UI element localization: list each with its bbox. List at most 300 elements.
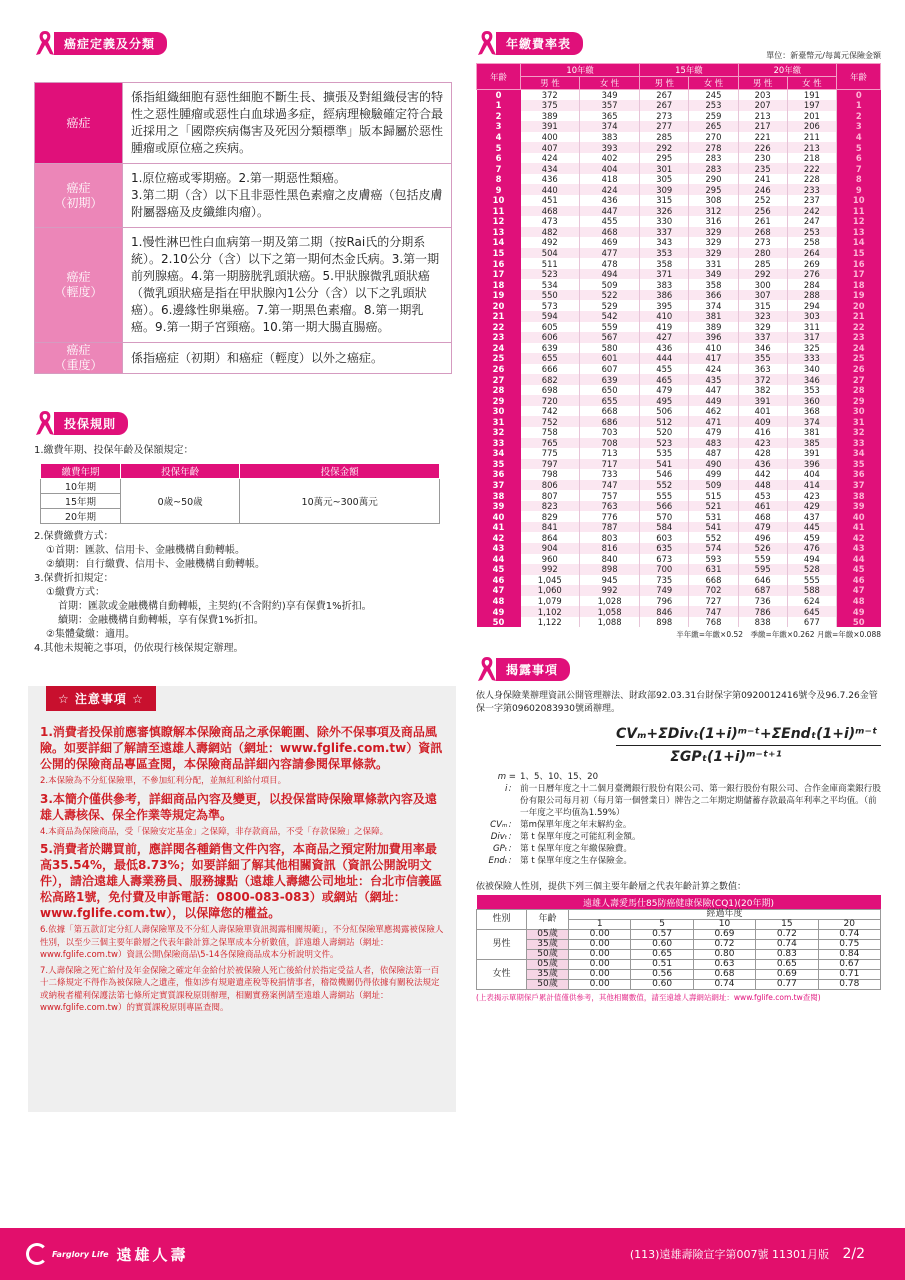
age-cell: 40 — [837, 511, 881, 522]
rate-cell: 323 — [738, 311, 787, 322]
rate-cell: 703 — [579, 427, 639, 438]
rule-line: 首期：匯款或金融機構自動轉帳，主契約(不含附約)享有保費1%折扣。 — [58, 601, 372, 612]
rate-row — [477, 300, 881, 311]
rate-cell: 256 — [738, 206, 787, 217]
notice-box — [28, 686, 456, 1112]
rate-cell: 477 — [579, 248, 639, 259]
rate-cell: 372 — [521, 90, 580, 101]
age-cell: 22 — [477, 322, 521, 333]
rate-cell: 393 — [579, 142, 639, 153]
disclosure-title: 揭露事項 — [496, 658, 570, 681]
rate-cell: 435 — [689, 374, 738, 385]
age-cell: 47 — [477, 585, 521, 596]
age-cell: 35 — [477, 459, 521, 470]
rate-cell: 283 — [689, 163, 738, 174]
rate-cell: 280 — [738, 248, 787, 259]
rate-cell: 945 — [579, 575, 639, 586]
age-cell: 1 — [837, 100, 881, 111]
age-cell: 21 — [837, 311, 881, 322]
age-header-right: 年齡 — [837, 64, 881, 90]
formula-def-row — [476, 831, 881, 843]
rate-cell: 308 — [689, 195, 738, 206]
rate-cell: 360 — [787, 395, 836, 406]
rate-cell: 288 — [787, 290, 836, 301]
rate-cell: 436 — [738, 459, 787, 470]
age-cell: 0 — [477, 90, 521, 101]
gender-header: 男 性 — [640, 77, 689, 90]
rate-row — [477, 617, 881, 628]
cq-gender-cell: 男性 — [477, 929, 527, 959]
rate-cell: 645 — [787, 606, 836, 617]
rate-cell: 727 — [689, 596, 738, 607]
cq-row — [477, 939, 881, 949]
rules-header — [34, 410, 452, 436]
rate-row — [477, 184, 881, 195]
cq-gender-header: 性別 — [477, 909, 527, 929]
rate-cell: 213 — [787, 142, 836, 153]
rate-cell: 992 — [521, 564, 580, 575]
rate-cell: 295 — [640, 153, 689, 164]
rate-cell: 607 — [579, 364, 639, 375]
rate-cell: 253 — [689, 100, 738, 111]
age-cell: 39 — [837, 501, 881, 512]
age-cell: 0 — [837, 90, 881, 101]
rate-cell: 807 — [521, 490, 580, 501]
footer-code — [630, 1246, 865, 1262]
rate-cell: 473 — [521, 216, 580, 227]
cq-row — [477, 969, 881, 979]
age-cell: 3 — [477, 121, 521, 132]
rate-row — [477, 459, 881, 470]
rate-cell: 570 — [640, 511, 689, 522]
rate-cell: 381 — [689, 311, 738, 322]
cq-value-cell: 0.57 — [631, 929, 693, 939]
age-cell: 20 — [837, 300, 881, 311]
rate-cell: 325 — [787, 343, 836, 354]
rate-cell: 317 — [787, 332, 836, 343]
amount-range: 10萬元~300萬元 — [240, 479, 440, 524]
age-cell: 43 — [837, 543, 881, 554]
rate-row — [477, 606, 881, 617]
age-cell: 34 — [837, 448, 881, 459]
rate-cell: 221 — [738, 132, 787, 143]
rate-row — [477, 374, 881, 385]
rate-cell: 733 — [579, 469, 639, 480]
cq-age-cell: 50歲 — [527, 949, 569, 959]
rate-cell: 542 — [579, 311, 639, 322]
rate-cell: 218 — [787, 153, 836, 164]
cq-value-cell: 0.60 — [631, 939, 693, 949]
age-cell: 10 — [837, 195, 881, 206]
rate-cell: 448 — [738, 480, 787, 491]
rate-cell: 559 — [579, 322, 639, 333]
disclosure-section — [476, 656, 881, 1003]
rate-cell: 650 — [579, 385, 639, 396]
formula-def-row — [476, 771, 881, 783]
rate-cell: 383 — [579, 132, 639, 143]
rates-unit: 單位：新臺幣元/每萬元保險金額 — [766, 51, 881, 60]
age-cell: 48 — [477, 596, 521, 607]
cq-value-cell: 0.83 — [756, 949, 818, 959]
rule-line: ①繳費方式： — [46, 587, 105, 598]
rate-cell: 383 — [640, 279, 689, 290]
rate-cell: 423 — [787, 490, 836, 501]
age-cell: 8 — [837, 174, 881, 185]
rate-cell: 349 — [579, 90, 639, 101]
age-cell: 35 — [837, 459, 881, 470]
rate-cell: 445 — [787, 522, 836, 533]
rate-cell: 265 — [689, 121, 738, 132]
rate-cell: 494 — [787, 554, 836, 565]
rate-cell: 747 — [689, 606, 738, 617]
rate-cell: 404 — [579, 163, 639, 174]
rate-cell: 960 — [521, 554, 580, 565]
rate-row — [477, 121, 881, 132]
definition-row — [35, 164, 452, 228]
rate-cell: 197 — [787, 100, 836, 111]
cq-value-table — [476, 895, 881, 990]
age-cell: 44 — [477, 554, 521, 565]
rate-cell: 253 — [787, 227, 836, 238]
rate-cell: 418 — [579, 174, 639, 185]
rule-lines — [34, 530, 452, 656]
rate-cell: 211 — [787, 132, 836, 143]
rate-cell: 1,122 — [521, 617, 580, 628]
rate-row — [477, 206, 881, 217]
cq-value-cell: 0.00 — [569, 949, 631, 959]
rate-cell: 573 — [521, 300, 580, 311]
rate-cell: 506 — [640, 406, 689, 417]
rate-cell: 329 — [689, 248, 738, 259]
formula-def-row — [476, 855, 881, 867]
age-cell: 23 — [477, 332, 521, 343]
rate-cell: 268 — [738, 227, 787, 238]
rule-line: ②集體彙繳：適用。 — [46, 629, 135, 640]
formula-def-value: 第m保單年度之年末解約金。 — [520, 820, 632, 831]
rate-cell: 455 — [579, 216, 639, 227]
rate-cell: 449 — [689, 395, 738, 406]
formula-def-row — [476, 843, 881, 855]
age-cell: 10 — [477, 195, 521, 206]
rules-title: 投保規則 — [54, 412, 128, 435]
rate-cell: 787 — [579, 522, 639, 533]
rate-cell: 588 — [787, 585, 836, 596]
age-cell: 24 — [477, 343, 521, 354]
rate-cell: 479 — [640, 385, 689, 396]
rate-cell: 668 — [579, 406, 639, 417]
age-cell: 25 — [477, 353, 521, 364]
rate-cell: 267 — [640, 90, 689, 101]
rate-cell: 499 — [689, 469, 738, 480]
rate-cell: 346 — [738, 343, 787, 354]
rate-cell: 487 — [689, 448, 738, 459]
rate-cell: 409 — [738, 416, 787, 427]
rate-cell: 201 — [787, 111, 836, 122]
rate-cell: 552 — [689, 532, 738, 543]
rate-cell: 404 — [787, 469, 836, 480]
age-cell: 50 — [837, 617, 881, 628]
rate-cell: 580 — [579, 343, 639, 354]
rates-title: 年繳費率表 — [496, 32, 583, 55]
rate-cell: 459 — [787, 532, 836, 543]
premium-rate-table — [476, 63, 881, 627]
cq-year-cell: 1 — [569, 919, 631, 929]
rate-cell: 840 — [579, 554, 639, 565]
cq-year-cell: 15 — [756, 919, 818, 929]
rate-cell: 401 — [738, 406, 787, 417]
rules-table — [40, 463, 440, 524]
rate-cell: 278 — [689, 142, 738, 153]
rate-row — [477, 596, 881, 607]
notice-item: 4.本商品為保險商品，受「保險安定基金」之保障，非存款商品，不受「存款保險」之保障。 — [40, 826, 389, 837]
rate-cell: 646 — [738, 575, 787, 586]
rate-cell: 479 — [738, 522, 787, 533]
age-cell: 33 — [837, 438, 881, 449]
rate-cell: 276 — [787, 269, 836, 280]
rate-cell: 555 — [640, 490, 689, 501]
rate-cell: 207 — [738, 100, 787, 111]
age-cell: 2 — [477, 111, 521, 122]
age-cell: 33 — [477, 438, 521, 449]
rate-cell: 305 — [640, 174, 689, 185]
notice-item: 1.消費者投保前應審慎瞭解本保險商品之承保範圍、除外不保事項及商品風險。如要詳細了解請至遠雄人壽網站（網址：www.fglife.com.tw）資訊公開的保險商品專區查閱，本保險商品詳細內容請參閱保單條款。 — [40, 725, 443, 771]
definitions-header — [34, 30, 452, 56]
age-cell: 4 — [837, 132, 881, 143]
rate-cell: 468 — [738, 511, 787, 522]
cq-year-cell: 10 — [693, 919, 755, 929]
age-range: 0歲~50歲 — [121, 479, 240, 524]
pink-ribbon-icon — [34, 409, 56, 437]
rate-cell: 758 — [521, 427, 580, 438]
age-cell: 45 — [837, 564, 881, 575]
definition-key: 癌症 （初期） — [35, 164, 123, 228]
pink-ribbon-icon — [34, 29, 56, 57]
rule-line: 4.其他未規範之事項，仍依現行核保規定辦理。 — [34, 643, 244, 654]
rate-row — [477, 564, 881, 575]
rate-cell: 555 — [787, 575, 836, 586]
rate-cell: 1,102 — [521, 606, 580, 617]
age-cell: 40 — [477, 511, 521, 522]
age-cell: 27 — [477, 374, 521, 385]
rate-cell: 353 — [640, 248, 689, 259]
rate-cell: 292 — [640, 142, 689, 153]
company-logo — [26, 1243, 189, 1265]
rate-cell: 635 — [640, 543, 689, 554]
rule-item-1: 1.繳費年期、投保年齡及保額規定： — [34, 445, 194, 456]
rate-cell: 395 — [640, 300, 689, 311]
rate-row — [477, 501, 881, 512]
rate-cell: 316 — [689, 216, 738, 227]
rate-cell: 483 — [689, 438, 738, 449]
cq-value-cell: 0.00 — [569, 939, 631, 949]
rate-cell: 593 — [689, 554, 738, 565]
age-cell: 29 — [477, 395, 521, 406]
rate-cell: 311 — [787, 322, 836, 333]
rate-cell: 453 — [738, 490, 787, 501]
rate-cell: 245 — [689, 90, 738, 101]
rate-row — [477, 480, 881, 491]
rate-cell: 396 — [689, 332, 738, 343]
cq-value-cell: 0.75 — [818, 939, 880, 949]
rate-cell: 277 — [640, 121, 689, 132]
age-cell: 12 — [477, 216, 521, 227]
rate-cell: 1,079 — [521, 596, 580, 607]
rate-cell: 461 — [738, 501, 787, 512]
rate-cell: 765 — [521, 438, 580, 449]
rate-cell: 552 — [640, 480, 689, 491]
rate-cell: 402 — [579, 153, 639, 164]
rate-cell: 735 — [640, 575, 689, 586]
age-cell: 28 — [477, 385, 521, 396]
age-cell: 41 — [477, 522, 521, 533]
age-cell: 25 — [837, 353, 881, 364]
rule-line: 續期：金融機構自動轉帳，享有保費1%折扣。 — [58, 615, 264, 626]
definition-text: 係指癌症（初期）和癌症（輕度）以外之癌症。 — [123, 343, 452, 374]
age-cell: 17 — [477, 269, 521, 280]
rate-cell: 904 — [521, 543, 580, 554]
period-header-20: 20年繳 — [738, 64, 836, 77]
cq-value-cell: 0.71 — [818, 969, 880, 979]
rate-cell: 374 — [689, 300, 738, 311]
formula-def-value: 第 t 保單年度之年繳保險費。 — [520, 844, 632, 855]
rate-cell: 389 — [689, 322, 738, 333]
age-cell: 36 — [837, 469, 881, 480]
rate-cell: 264 — [787, 248, 836, 259]
rate-cell: 752 — [521, 416, 580, 427]
rate-cell: 535 — [640, 448, 689, 459]
rate-cell: 357 — [579, 100, 639, 111]
rate-cell: 366 — [689, 290, 738, 301]
rate-row — [477, 364, 881, 375]
rate-cell: 375 — [521, 100, 580, 111]
definition-row — [35, 228, 452, 343]
age-cell: 38 — [837, 490, 881, 501]
formula-def-row — [476, 783, 881, 819]
rate-cell: 528 — [787, 564, 836, 575]
rate-cell: 796 — [640, 596, 689, 607]
rate-cell: 451 — [521, 195, 580, 206]
rate-cell: 520 — [640, 427, 689, 438]
rate-cell: 546 — [640, 469, 689, 480]
rate-cell: 686 — [579, 416, 639, 427]
age-cell: 41 — [837, 522, 881, 533]
rate-row — [477, 343, 881, 354]
rate-cell: 242 — [787, 206, 836, 217]
notice-title: ☆ 注意事項 ☆ — [46, 686, 156, 711]
rate-cell: 391 — [738, 395, 787, 406]
age-cell: 3 — [837, 121, 881, 132]
rate-cell: 523 — [521, 269, 580, 280]
age-cell: 15 — [837, 248, 881, 259]
rate-cell: 391 — [787, 448, 836, 459]
rate-cell: 595 — [738, 564, 787, 575]
rate-cell: 574 — [689, 543, 738, 554]
gender-header-row — [477, 77, 881, 90]
rate-cell: 315 — [738, 300, 787, 311]
rate-row — [477, 522, 881, 533]
rate-cell: 462 — [689, 406, 738, 417]
rate-row — [477, 322, 881, 333]
rate-cell: 666 — [521, 364, 580, 375]
rate-cell: 606 — [521, 332, 580, 343]
rate-cell: 241 — [738, 174, 787, 185]
rate-cell: 846 — [640, 606, 689, 617]
rate-row — [477, 532, 881, 543]
left-column — [34, 30, 452, 1112]
rate-row — [477, 90, 881, 101]
rate-cell: 515 — [689, 490, 738, 501]
rate-cell: 230 — [738, 153, 787, 164]
rate-row — [477, 237, 881, 248]
cq-value-cell: 0.63 — [693, 959, 755, 969]
age-cell: 32 — [837, 427, 881, 438]
rate-cell: 414 — [787, 480, 836, 491]
age-cell: 18 — [477, 279, 521, 290]
rate-cell: 407 — [521, 142, 580, 153]
rate-cell: 385 — [787, 438, 836, 449]
formula-def-key: m = — [497, 772, 516, 783]
rate-cell: 374 — [787, 416, 836, 427]
rate-cell: 382 — [738, 385, 787, 396]
logo-chinese: 遠雄人壽 — [116, 1245, 189, 1264]
gender-header: 女 性 — [787, 77, 836, 90]
rate-cell: 337 — [738, 332, 787, 343]
rate-cell: 436 — [521, 174, 580, 185]
cq-year-cell: 20 — [818, 919, 880, 929]
doc-code: (113)遠雄壽險宣字第007號 11301月版 — [629, 1248, 829, 1261]
age-cell: 49 — [477, 606, 521, 617]
formula-def-value: 前一日曆年度之十二個月臺灣銀行股份有限公司、第一銀行股份有限公司、合作金庫商業銀行股份有限公司每月初（每月第一個營業日）牌告之二年期定期儲蓄存款最高年利率之平均值。（前一年度之平均值為1.59%） — [520, 784, 881, 819]
rate-cell: 700 — [640, 564, 689, 575]
rate-cell: 330 — [640, 216, 689, 227]
rate-cell: 381 — [787, 427, 836, 438]
age-header-left: 年齡 — [477, 64, 521, 90]
rule-line: ①首期：匯款、信用卡、金融機構自動轉帳。 — [46, 545, 245, 556]
rate-cell: 267 — [640, 100, 689, 111]
rate-cell: 365 — [579, 111, 639, 122]
rate-cell: 368 — [787, 406, 836, 417]
rate-cell: 786 — [738, 606, 787, 617]
rate-cell: 496 — [738, 532, 787, 543]
age-cell: 28 — [837, 385, 881, 396]
rate-cell: 717 — [579, 459, 639, 470]
notice-item: 6.依據「第五款訂定分紅人壽保險單及不分紅人壽保險單資訊揭露相關規範」，不分紅保險單應揭露被保險人性別，以至少三個主要年齡層之代表年齡計算之保單成本分析數值，詳遠雄人壽網站（網址：www.fglife.com.tw）資訊公開\保險商品\5-14各保險商品成本分析說明文件。 — [40, 925, 444, 960]
disclosure-header — [476, 656, 881, 682]
age-cell: 12 — [837, 216, 881, 227]
rate-cell: 1,028 — [579, 596, 639, 607]
rule-line: 2.保費繳費方式： — [34, 531, 114, 542]
rate-row — [477, 385, 881, 396]
rate-cell: 191 — [787, 90, 836, 101]
age-cell: 14 — [477, 237, 521, 248]
rate-cell: 444 — [640, 353, 689, 364]
rate-cell: 478 — [579, 258, 639, 269]
rate-cell: 349 — [689, 269, 738, 280]
rate-cell: 389 — [521, 111, 580, 122]
rate-cell: 526 — [738, 543, 787, 554]
cq-row — [477, 979, 881, 989]
definition-text: 1.慢性淋巴性白血病第一期及第二期（按Rai氏的分期系統）。2.10公分（含）以下之第一期何杰金氏病。3.第一期前列腺癌。4.第一期膀胱乳頭狀癌。5.甲狀腺微乳頭狀癌（微乳頭狀癌是指在甲狀腺內1公分（含）以下之乳頭狀癌）。6.邊緣性卵巢癌。7.第一期黑色素瘤。8.第一期乳癌。9.第一期子宮頸癌。10.第一期大腸直腸癌。 — [123, 228, 452, 343]
age-cell: 37 — [477, 480, 521, 491]
footer-bar — [0, 1228, 905, 1280]
rate-cell: 307 — [738, 290, 787, 301]
rate-cell: 261 — [738, 216, 787, 227]
rate-cell: 639 — [521, 343, 580, 354]
pink-ribbon-icon — [476, 655, 498, 683]
age-cell: 49 — [837, 606, 881, 617]
rate-cell: 222 — [787, 163, 836, 174]
age-cell: 44 — [837, 554, 881, 565]
